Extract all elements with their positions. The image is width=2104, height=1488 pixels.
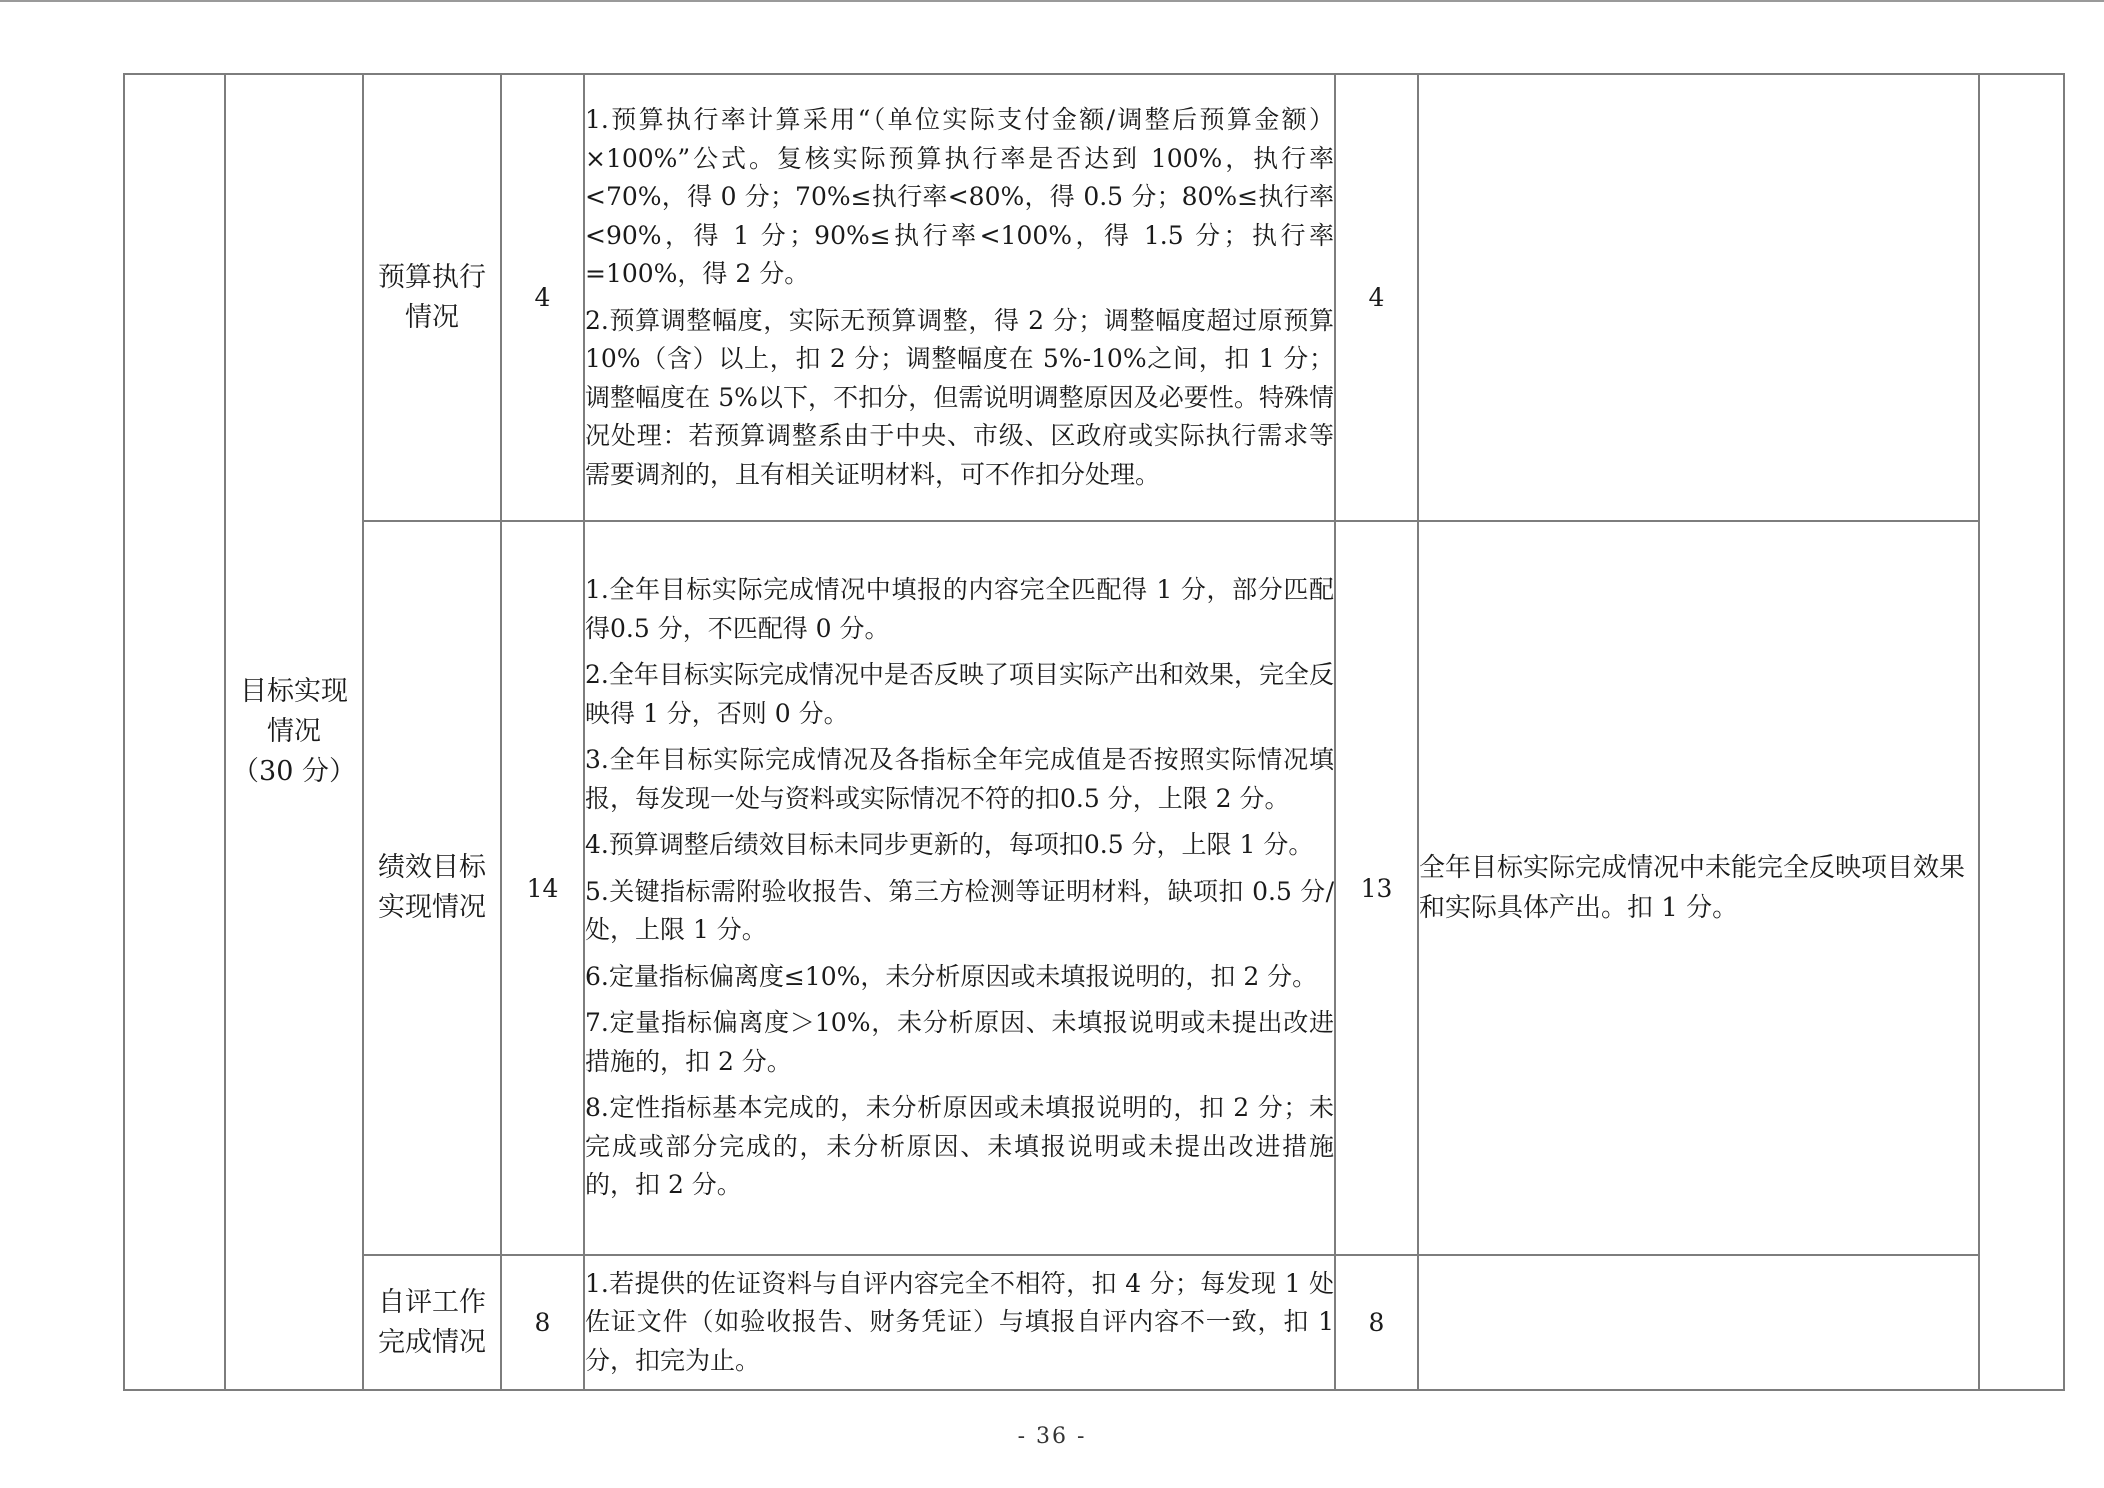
category-points: （30 分） (232, 756, 356, 787)
full-score-cell: 8 (501, 1255, 584, 1390)
indicator-name-line: 实现情况 (378, 892, 486, 923)
deduction-note-cell (1418, 1255, 1979, 1390)
category-label-line: 情况 (267, 716, 321, 747)
primary-category-cell (124, 74, 225, 1390)
criteria-item: 1.若提供的佐证资料与自评内容完全不相符，扣 4 分；每发现 1 处佐证文件（如验收报告、财务凭证）与填报自评内容不一致，扣 1 分，扣完为止。 (585, 1268, 1334, 1375)
criteria-cell (584, 74, 1335, 521)
table-row (124, 1255, 2064, 1390)
score-cell: 8 (1335, 1255, 1418, 1390)
table-row (124, 521, 2064, 1255)
indicator-cell (363, 74, 501, 521)
criteria-item: 2.全年目标实际完成情况中是否反映了项目实际产出和效果，完全反映得 1 分，否则 0 分。 (585, 660, 1334, 728)
criteria-item: 1.全年目标实际完成情况中填报的内容完全匹配得 1 分，部分匹配得0.5 分，不匹配得 0 分。 (585, 575, 1334, 643)
criteria-item: 8.定性指标基本完成的，未分析原因或未填报说明的，扣 2 分；未完成或部分完成的，未分析原因、未填报说明或未提出改进措施的，扣 2 分。 (585, 1093, 1334, 1200)
criteria-item: 2.预算调整幅度，实际无预算调整，得 2 分；调整幅度超过原预算 10%（含）以上，扣 2 分；调整幅度在 5%-10%之间，扣 1 分；调整幅度在 5%以下，不扣分，但需说明调整原因及必要性。特殊情况处理：若预算调整系由于中央、市级、区政府或实际执行需求等需要调剂的，且有相关证明材料，可不作扣分处理。 (585, 305, 1334, 489)
page-number: - 36 - (1017, 1424, 1087, 1449)
category-label-line: 目标实现 (240, 676, 348, 707)
criteria-item: 1.预算执行率计算采用“（单位实际支付金额/调整后预算金额）×100%”公式。复核实际预算执行率是否达到 100%，执行率<70%，得 0 分；70%≤执行率<80%，得 0.5 分；80%≤执行率<90%，得 1 分；90%≤执行率<100%，得 1.5 分；执行率=100%，得 2 分。 (585, 105, 1334, 288)
deduction-note-cell: 全年目标实际完成情况中未能完全反映项目效果和实际具体产出。扣 1 分。 (1418, 521, 1979, 1255)
secondary-category-cell (225, 74, 363, 1390)
deduction-note-cell (1418, 74, 1979, 521)
top-divider (0, 0, 2104, 2)
indicator-name-line: 完成情况 (378, 1326, 486, 1358)
full-score-cell: 4 (501, 74, 584, 521)
remarks-cell (1979, 74, 2064, 1390)
criteria-cell (584, 521, 1335, 1255)
full-score-cell: 14 (501, 521, 584, 1255)
indicator-name-line: 绩效目标 (378, 852, 486, 883)
indicator-name-line: 预算执行 (378, 261, 486, 293)
indicator-cell (363, 521, 501, 1255)
indicator-name-line: 自评工作 (378, 1286, 486, 1318)
indicator-name-line: 情况 (405, 301, 459, 333)
criteria-item: 5.关键指标需附验收报告、第三方检测等证明材料，缺项扣 0.5 分/处，上限 1 分。 (585, 876, 1334, 945)
criteria-cell (584, 1255, 1335, 1390)
score-cell: 13 (1335, 521, 1418, 1255)
criteria-item: 7.定量指标偏离度＞10%，未分析原因、未填报说明或未提出改进措施的，扣 2 分。 (585, 1008, 1334, 1076)
evaluation-table (123, 73, 2065, 1391)
criteria-item: 6.定量指标偏离度≤10%，未分析原因或未填报说明的，扣 2 分。 (585, 961, 1318, 991)
score-cell: 4 (1335, 74, 1418, 521)
table-row (124, 74, 2064, 521)
indicator-cell (363, 1255, 501, 1390)
criteria-item: 4.预算调整后绩效目标未同步更新的，每项扣0.5 分，上限 1 分。 (585, 830, 1314, 860)
criteria-item: 3.全年目标实际完成情况及各指标全年完成值是否按照实际情况填报，每发现一处与资料或实际情况不符的扣0.5 分，上限 2 分。 (585, 745, 1334, 813)
